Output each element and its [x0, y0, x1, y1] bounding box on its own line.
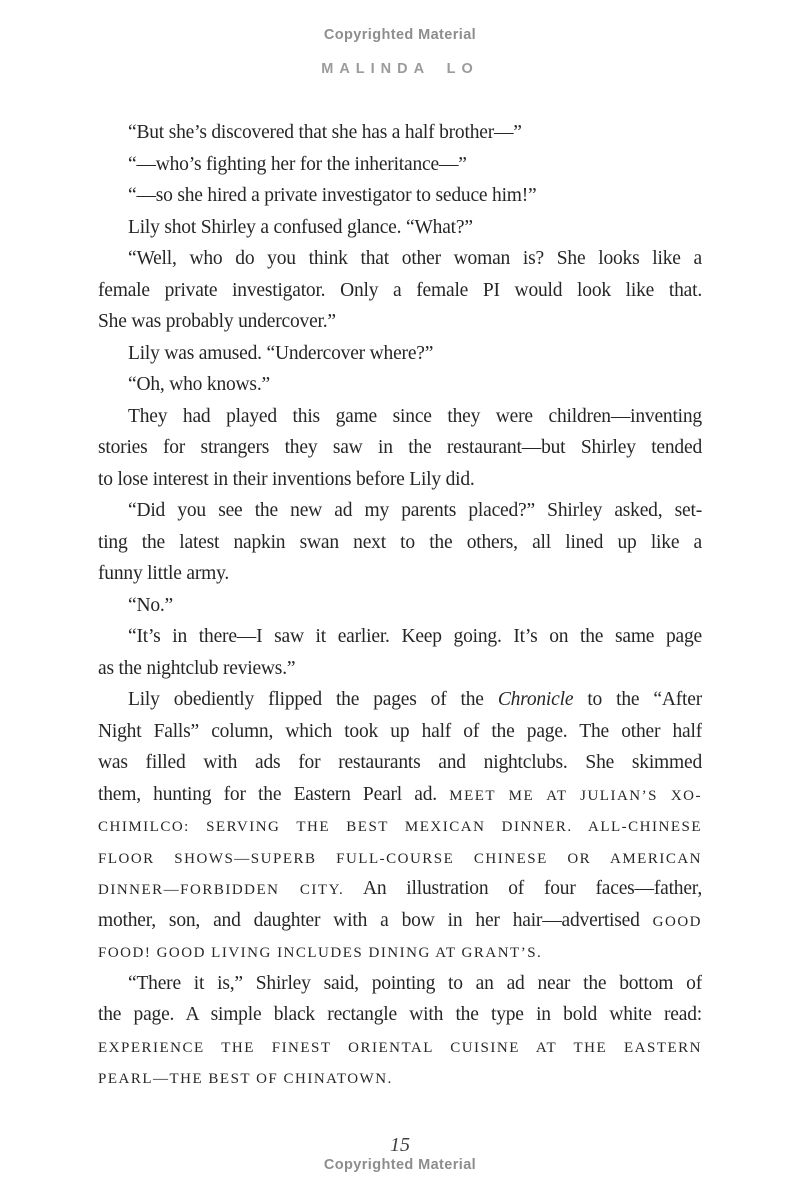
- text-segment: EXPERIENCE THE FINEST ORIENTAL CUISINE AT THE EASTERN: [98, 1039, 702, 1056]
- text-line: [98, 149, 702, 181]
- text-line: [98, 306, 702, 338]
- text-line: [98, 369, 702, 401]
- text-segment: “Did you see the new ad my parents placed?” Shirley asked, set-: [128, 500, 702, 521]
- text-segment: FOOD! GOOD LIVING INCLUDES DINING AT GRANT’S.: [98, 945, 543, 961]
- text-segment: They had played this game since they were children—inventing: [128, 405, 702, 427]
- text-line: [98, 495, 702, 527]
- text-segment: PEARL—THE BEST OF CHINATOWN.: [98, 1071, 393, 1087]
- text-line: [98, 558, 702, 590]
- text-line: [98, 527, 702, 559]
- text-segment: was filled with ads for restaurants and nightclubs. She skimmed: [98, 752, 702, 773]
- text-line: [98, 621, 702, 653]
- text-line: [98, 779, 702, 811]
- text-line: [98, 432, 702, 464]
- page-number: 15: [390, 1133, 410, 1156]
- text-line: [98, 684, 702, 716]
- text-segment: GOOD: [652, 913, 702, 930]
- text-segment: “There it is,” Shirley said, pointing to an ad near the bottom of: [128, 972, 702, 994]
- text-line: [98, 842, 702, 874]
- text-line: [98, 1062, 702, 1094]
- text-line: [98, 905, 702, 937]
- text-segment: ting the latest napkin swan next to the others, all lined up like a: [98, 531, 702, 553]
- text-line: [98, 936, 702, 968]
- text-line: [98, 747, 702, 779]
- text-segment: female private investigator. Only a female PI would look like that.: [98, 279, 702, 301]
- text-segment: DINNER—FORBIDDEN CITY.: [98, 882, 345, 898]
- text-line: [98, 968, 702, 1000]
- text-segment: Night Falls” column, which took up half of the page. The other half: [98, 720, 702, 742]
- copyright-notice-bottom: Copyrighted Material: [323, 1156, 477, 1173]
- text-segment: to the “After: [573, 689, 702, 710]
- text-line: [98, 716, 702, 748]
- text-line: [98, 464, 702, 496]
- text-line: [98, 117, 702, 149]
- text-segment: “Well, who do you think that other woman is? She looks like a: [128, 248, 702, 269]
- text-line: [98, 212, 702, 244]
- author-running-head: MALINDA LO: [321, 61, 479, 77]
- text-segment: “—so she hired a private investigator to seduce him!”: [128, 185, 537, 206]
- text-segment: Lily was amused. “Undercover where?”: [128, 342, 434, 364]
- text-segment: “No.”: [128, 594, 174, 616]
- text-segment: mother, son, and daughter with a bow in her hair—advertised: [98, 909, 653, 931]
- text-line: [98, 275, 702, 307]
- text-segment: to lose interest in their inventions before Lily did.: [98, 468, 475, 490]
- text-segment: Lily shot Shirley a confused glance. “What?”: [128, 216, 473, 238]
- text-segment: An illustration of four faces—father,: [344, 878, 702, 899]
- text-line: [98, 401, 702, 433]
- page-body: [98, 117, 702, 1094]
- text-line: [98, 338, 702, 370]
- text-line: [98, 999, 702, 1031]
- text-segment: funny little army.: [98, 563, 230, 584]
- text-line: [98, 873, 702, 905]
- text-segment: “But she’s discovered that she has a half brother—”: [128, 122, 522, 143]
- text-segment: Lily obediently flipped the pages of the: [128, 689, 498, 710]
- text-segment: She was probably undercover.”: [98, 311, 336, 332]
- text-line: [98, 590, 702, 622]
- text-segment: “It’s in there—I saw it earlier. Keep going. It’s on the same page: [128, 626, 702, 647]
- text-segment: Chronicle: [497, 689, 574, 710]
- text-line: [98, 810, 702, 842]
- text-line: [98, 653, 702, 685]
- text-segment: “Oh, who knows.”: [128, 374, 270, 395]
- text-segment: “—who’s fighting her for the inheritance—”: [128, 153, 467, 175]
- text-segment: them, hunting for the Eastern Pearl ad.: [98, 783, 450, 805]
- text-segment: CHIMILCO: SERVING THE BEST MEXICAN DINNER. ALL-CHINESE: [98, 819, 702, 835]
- text-line: [98, 243, 702, 275]
- text-segment: stories for strangers they saw in the restaurant—but Shirley tended: [98, 437, 702, 458]
- text-line: [98, 180, 702, 212]
- text-segment: FLOOR SHOWS—SUPERB FULL-COURSE CHINESE OR AMERICAN: [98, 850, 702, 867]
- text-segment: the page. A simple black rectangle with the type in bold white read:: [98, 1004, 702, 1025]
- copyright-notice-top: Copyrighted Material: [323, 27, 477, 43]
- text-segment: MEET ME AT JULIAN’S XO-: [449, 787, 702, 804]
- text-line: [98, 1031, 702, 1063]
- text-segment: as the nightclub reviews.”: [98, 657, 296, 679]
